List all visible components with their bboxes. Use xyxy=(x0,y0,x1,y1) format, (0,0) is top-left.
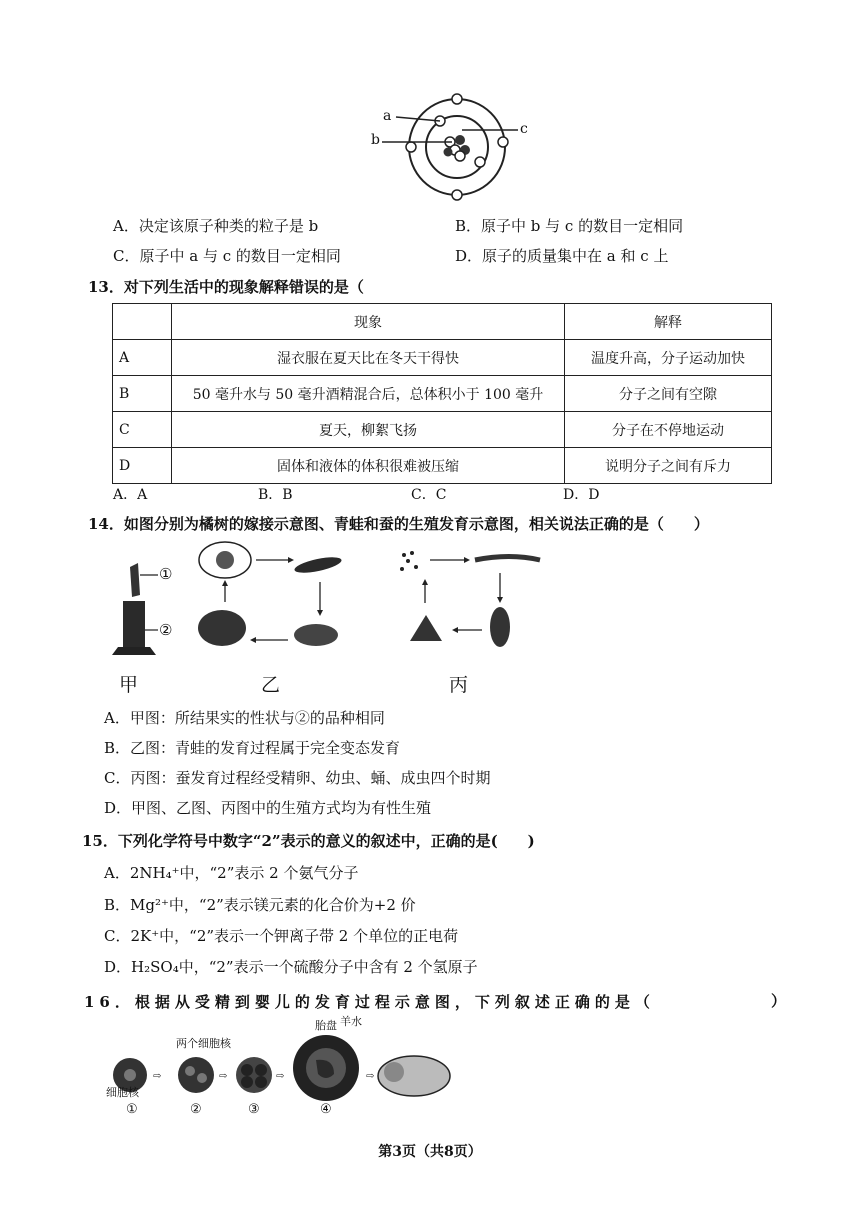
q15-stem: 15．下列化学符号中数字“2”表示的意义的叙述中，正确的是( ) xyxy=(82,832,535,850)
table-header-cell xyxy=(113,304,172,340)
label-placenta: 胎盘 xyxy=(315,1019,337,1032)
q12-option-a: A．决定该原子种类的粒子是 b xyxy=(113,217,319,235)
table-cell: A xyxy=(113,340,172,376)
table-cell: 分子之间有空隙 xyxy=(565,376,772,412)
q14-option-a: A．甲图：所结果实的性状与②的品种相同 xyxy=(104,709,385,727)
q13-stem: 13．对下列生活中的现象解释错误的是（ xyxy=(88,278,364,296)
table-cell: 温度升高，分子运动加快 xyxy=(565,340,772,376)
svg-text:⇨: ⇨ xyxy=(219,1071,228,1082)
stage-label-2: ② xyxy=(190,1102,202,1117)
frog-life-cycle-figure xyxy=(190,540,370,665)
table-row xyxy=(113,376,772,412)
table-row xyxy=(113,412,772,448)
svg-text:⇨: ⇨ xyxy=(153,1071,162,1082)
q15-option-d: D．H₂SO₄中，“2”表示一个硫酸分子中含有 2 个氢原子 xyxy=(104,958,478,976)
atom-label-a: a xyxy=(383,108,392,124)
svg-text:⇨: ⇨ xyxy=(366,1071,375,1082)
q12-option-d: D．原子的质量集中在 a 和 c 上 xyxy=(455,247,669,265)
table-cell: 夏天，柳絮飞扬 xyxy=(172,412,565,448)
figure-label-yi: 乙 xyxy=(261,674,281,696)
q13-option-b: B．B xyxy=(258,487,293,503)
marker-1: ① xyxy=(159,565,173,583)
figure-label-jia: 甲 xyxy=(119,674,139,696)
label-nucleus: 细胞核 xyxy=(106,1086,139,1099)
table-cell: 湿衣服在夏天比在冬天干得快 xyxy=(172,340,565,376)
q16-stem: 16．根据从受精到婴儿的发育过程示意图，下列叙述正确的是（ xyxy=(84,993,655,1011)
q13-option-a: A．A xyxy=(113,487,148,503)
q14-option-d: D．甲图、乙图、丙图中的生殖方式均为有性生殖 xyxy=(104,799,432,817)
stage-label-3: ③ xyxy=(248,1102,260,1117)
table-cell: B xyxy=(113,376,172,412)
table-header-cell: 解释 xyxy=(565,304,772,340)
table-cell: 固体和液体的体积很难被压缩 xyxy=(172,448,565,484)
label-two-nuclei: 两个细胞核 xyxy=(176,1037,231,1050)
figure-label-bing: 丙 xyxy=(449,674,469,696)
marker-2: ② xyxy=(159,621,173,639)
embryo-development-figure xyxy=(104,1030,464,1110)
atom-label-b: b xyxy=(371,132,380,148)
grafting-figure xyxy=(100,555,190,665)
table-cell: 说明分子之间有斥力 xyxy=(565,448,772,484)
q12-option-c: C．原子中 a 与 c 的数目一定相同 xyxy=(113,247,341,265)
table-cell: 分子在不停地运动 xyxy=(565,412,772,448)
stage-label-1: ① xyxy=(126,1102,138,1117)
table-row xyxy=(113,448,772,484)
q12-option-b: B．原子中 b 与 c 的数目一定相同 xyxy=(455,217,684,235)
table-cell: D xyxy=(113,448,172,484)
q15-option-b: B．Mg²⁺中，“2”表示镁元素的化合价为+2 价 xyxy=(104,896,416,914)
svg-text:⇨: ⇨ xyxy=(276,1071,285,1082)
q13-option-d: D．D xyxy=(563,487,600,503)
q15-option-a: A．2NH₄⁺中，“2”表示 2 个氨气分子 xyxy=(104,864,359,882)
q13-table xyxy=(112,303,772,484)
q13-option-c: C．C xyxy=(411,487,447,503)
table-header-row xyxy=(113,304,772,340)
stage-label-4: ④ xyxy=(320,1102,332,1117)
silkworm-life-cycle-figure xyxy=(390,545,550,665)
q16-close-paren: ） xyxy=(771,992,787,1010)
page-footer: 第3页（共8页） xyxy=(378,1144,482,1160)
label-amniotic-fluid: 羊水 xyxy=(340,1015,362,1028)
table-header-cell: 现象 xyxy=(172,304,565,340)
q14-option-c: C．丙图：蚕发育过程经受精卵、幼虫、蛹、成虫四个时期 xyxy=(104,769,491,787)
table-row xyxy=(113,340,772,376)
q14-option-b: B．乙图：青蛙的发育过程属于完全变态发育 xyxy=(104,739,401,757)
table-cell: C xyxy=(113,412,172,448)
atom-label-c: c xyxy=(520,121,528,137)
q15-option-c: C．2K⁺中，“2”表示一个钾离子带 2 个单位的正电荷 xyxy=(104,927,459,945)
table-cell: 50 毫升水与 50 毫升酒精混合后，总体积小于 100 毫升 xyxy=(172,376,565,412)
q14-stem: 14．如图分别为橘树的嫁接示意图、青蛙和蚕的生殖发育示意图，相关说法正确的是（ ） xyxy=(88,515,709,533)
